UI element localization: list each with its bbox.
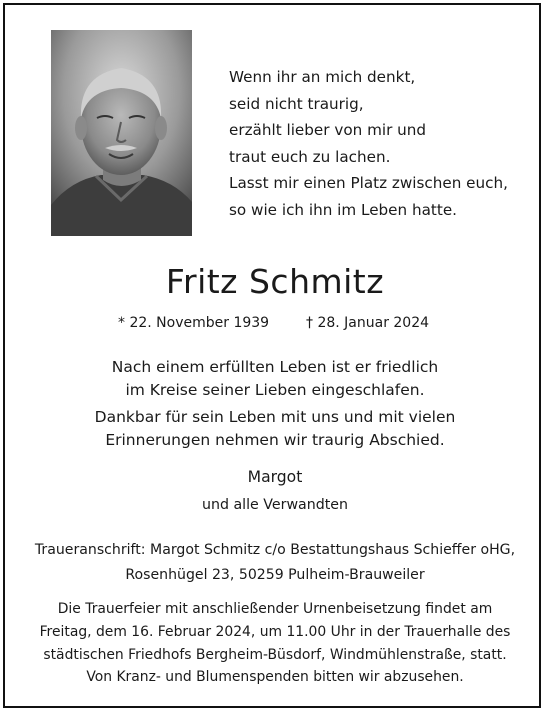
poem <box>229 64 529 224</box>
message-line: Erinnerungen nehmen wir traurig Abschied. <box>105 431 445 449</box>
portrait-photo <box>51 30 192 236</box>
ceremony-line: Freitag, dem 16. Februar 2024, um 11.00 Uhr in der Trauerhalle des <box>39 624 511 640</box>
poem-line: erzählt lieber von mir und <box>229 121 427 140</box>
poem-line: so wie ich ihn im Leben hatte. <box>229 200 457 219</box>
mourning-address <box>0 538 550 588</box>
deceased-name: Fritz Schmitz <box>165 262 385 301</box>
ceremony-line: städtischen Friedhofs Bergheim-Büsdorf, Windmühlenstraße, statt. <box>43 647 507 663</box>
poem-line: Lasst mir einen Platz zwischen euch, <box>229 174 508 193</box>
ceremony-info <box>0 598 550 667</box>
farewell-message <box>0 356 550 452</box>
mourner-primary: Margot <box>247 468 303 486</box>
birth-date: * 22. November 1939 <box>118 315 270 331</box>
poem-line: seid nicht traurig, <box>229 94 364 113</box>
message-line: Nach einem erfüllten Leben ist er friedlich <box>111 358 439 376</box>
message-line: im Kreise seiner Lieben eingeschlafen. <box>125 381 425 399</box>
poem-line: traut euch zu lachen. <box>229 147 391 166</box>
ceremony-line: Die Trauerfeier mit anschließender Urnenbeisetzung findet am <box>57 601 493 617</box>
flowers-note: Von Kranz- und Blumenspenden bitten wir abzusehen. <box>86 669 464 685</box>
mourner-others: und alle Verwandten <box>201 497 349 513</box>
death-date: † 28. Januar 2024 <box>306 315 430 331</box>
poem-line: Wenn ihr an mich denkt, <box>229 68 416 86</box>
address-line: Traueranschrift: Margot Schmitz c/o Bestattungshaus Schieffer oHG, <box>34 542 516 558</box>
address-line: Rosenhügel 23, 50259 Pulheim-Brauweiler <box>125 567 425 583</box>
message-line: Dankbar für sein Leben mit uns und mit vielen <box>94 408 456 426</box>
